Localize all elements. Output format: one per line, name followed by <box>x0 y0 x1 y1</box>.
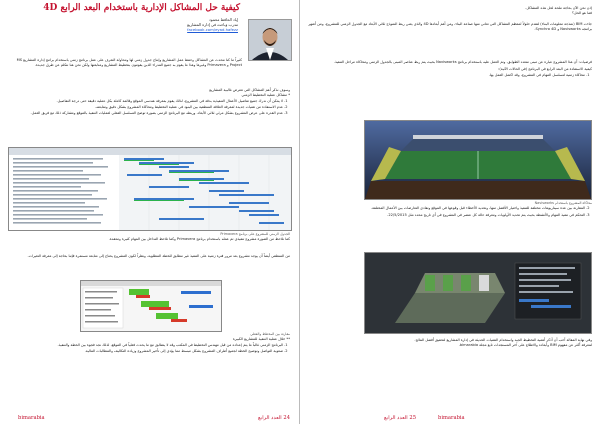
site-section <box>8 332 290 355</box>
closing-paragraph: لمعرفة أكثر عن مفهوم BIM وأبعاده والاطلاع على آخر المستجدات تابع مجلة bimarabia. <box>458 343 592 348</box>
list-item: 3. التحكم في تنفيذ المهام والأنشطة بحيث يتم تحديد الأولويات ومعرفة حالة كل عنصر في المشروع في أي تاريخ محدد مثل 22/5/2015. <box>308 213 585 218</box>
author-photo <box>248 19 292 61</box>
gantt-chart-image <box>9 148 291 230</box>
left-issue-label: العدد الرابع <box>257 415 282 421</box>
author-block <box>120 17 238 33</box>
left-page-number: 24 <box>283 415 290 421</box>
stadium-3d-image <box>365 121 591 199</box>
list-item: 2. المقارنة بين عدة سيناريوهات مختلفة للتنفيذ واختيار الأفضل منها، وتحديد الأخطاء قبل وقوعها في الموقع وتفادي التعارضات بين الأعمال المختلفة. <box>308 206 585 211</box>
list-item: 3. عدم القدرة على عرض المشروع بشكل مرئي ثلاثي الأبعاد، وربطه مع البرنامج الزمني بصورة توضح التسلسل الفعلي لعمليات التنفيذ بالموقع ومشاركة ذلك مع فريق العمل. <box>8 111 283 116</box>
construction-3d-image <box>365 253 591 333</box>
left-brand: bimarabia <box>18 415 45 421</box>
site-heading: ** خلال عملية التنفيذ للمشاريع الكبيرة <box>232 337 290 342</box>
problems-heading: * مشاكل عملية التخطيط الزمني <box>241 93 290 98</box>
steps-block-b <box>308 201 592 219</box>
list-item: 1. البرنامج الزمني غالباً ما يتم إعداده من قبل مهندس التخطيط في المكتب وقد لا يتطابق مع ما يحدث فعلياً في الموقع، لذلك نجد فجوة بين الخطة والتنفيذ. <box>8 343 283 348</box>
right-page-number: 25 <box>409 415 416 421</box>
right-footer <box>326 415 416 421</box>
right-intro <box>308 6 592 17</box>
list-item: 2. عدم الاستفادة من تقنيات جديدة لمعرفة العلاقة المنطقية بين البنود في عملية التخطيط ومحاكاة المشروع بشكل دقيق ومتابعته. <box>8 105 283 110</box>
author-email[interactable]: facebook.com/eyad.hafezz <box>187 27 238 33</box>
left-footer <box>200 415 290 421</box>
list-item: 1. محاكاة زمنية لتسلسل المهام في المشروع، وقد اكتمل العمل بها. <box>308 73 585 78</box>
article-title: كيفية حل المشاكل الإدارية باستخدام البعد الرابع 4D <box>43 3 240 13</box>
closing-paragraph: وفي نهاية المقالة أحب أن أذكر أهمية التخطيط الجيد واستخدام التقنيات الحديثة في إدارة المشاريع لتحقيق أفضل النتائج. <box>414 338 592 342</box>
gantt-caption: الجدول الزمني للمشروع على برنامج Primavera <box>220 232 290 236</box>
bim-paragraph: جاءت BIM (نمذجة معلومات البناء) لتقدم حلولاً لمعظم المشاكل التي تعاني منها صناعة البناء، ومن أهم أبعادها 4D والذي يعني ربط النموذج ثلاثي الأبعاد مع الجدول الزمني للمشروع، ومن أشهر برامجه Navisworks و Synchro 4D. <box>308 22 592 32</box>
steps-intro: كيفية الاستفادة من البعد الرابع في البرنامج (في الحالات الآتية): <box>498 67 592 72</box>
intro-line: إذن نحن الآن بحاجة ملحة لحل هذه المشاكل. <box>525 6 592 10</box>
list-item: 2. صعوبة التواصل وتوضيح الخطة لجميع أطراف المشروع بشكل مبسط مما يؤدي إلى تأخير المشروع وزيادة التكاليف والمطالبات المالية. <box>8 349 283 354</box>
site-problems-list <box>8 343 290 355</box>
problems-section <box>8 88 290 117</box>
right-page <box>300 0 600 424</box>
fig1-caption: محاكاة المشروع باستخدام Navisworks <box>534 201 592 205</box>
section-intro: وسوف نذكر أهم المشاكل التي تعترض غالبية المشاريع <box>209 88 290 92</box>
steps-list-b <box>308 206 592 218</box>
right-issue-label: العدد الرابع <box>383 415 408 421</box>
intro-paragraph: كثيراً ما كنا نتحدث عن المشاكل وحفظ عمل المشاريع وإنتاج جدول زمني لها ومحاولة التعرف على عمل برنامج زمني باستخدام برامج إدارة المشاريع MS Project و Primavera وغيرها وهذا ما يقوم به جميع المدراء الذين يقومون بتخطيط المشاريع ومتابعتها ولكن نحن هنا نتكلم عن طرق جديدة. <box>16 58 242 68</box>
schedule-compare-image <box>81 281 221 331</box>
bim-block <box>308 22 592 33</box>
list-item: 1. لا يمكن أن ندرك جميع تفاصيل الأعمال التنفيذية بدقة في المشروع، لذلك يقوم بمعرفة هندسي الموقع وقائمة كاملة بكل عملية دقيقة حتى درجة التفاصيل. <box>8 99 283 104</box>
closing-block <box>308 338 592 349</box>
example-paragraph: فرضيات: أن هذا المشروع عبارة عن مبنى متعدد الطوابق، وتم العمل عليه باستخدام برنامج Navisworks بحيث يتم ربط عناصر المبنى بالجدول الزمني ومحاكاة مراحل التنفيذ. <box>333 60 592 64</box>
gantt-text <box>8 232 290 243</box>
construction-figure <box>364 252 592 334</box>
bars-caption: مقارنة بين المخطط والفعلي <box>250 332 290 336</box>
author-role: مدرب وباحث في إدارة المشاريع <box>187 22 238 28</box>
bars-figure <box>80 280 222 332</box>
left-intro <box>8 58 242 69</box>
intro-line: فما هو الحل؟ <box>572 11 592 16</box>
gantt-figure <box>8 147 292 231</box>
right-brand: bimarabia <box>438 415 465 421</box>
stadium-figure <box>364 120 592 200</box>
problem4-block <box>8 254 290 259</box>
after-gantt-paragraph: كما نلاحظ من الصورة مشروع تنفيذي تم عمله باستخدام برنامج Primavera وكما تلاحظ التداخل بين المهام كثيرة ومعقدة. <box>108 237 290 242</box>
author-name: إياد الحافظ محمود <box>209 17 238 22</box>
steps-list-a <box>308 73 592 78</box>
problem4-paragraph: من المنطقي أيضاً أن يوجد مشروع بعد مرور فترة زمنية على التنفيذ غير مطابق للخطة المطلوبة، ونظراً لكون المشروع يحتاج إلى متابعة مستمرة فإننا بحاجة إلى معرفة التغيرات. <box>27 254 290 258</box>
problems-list <box>8 99 290 117</box>
example-block <box>308 60 592 79</box>
